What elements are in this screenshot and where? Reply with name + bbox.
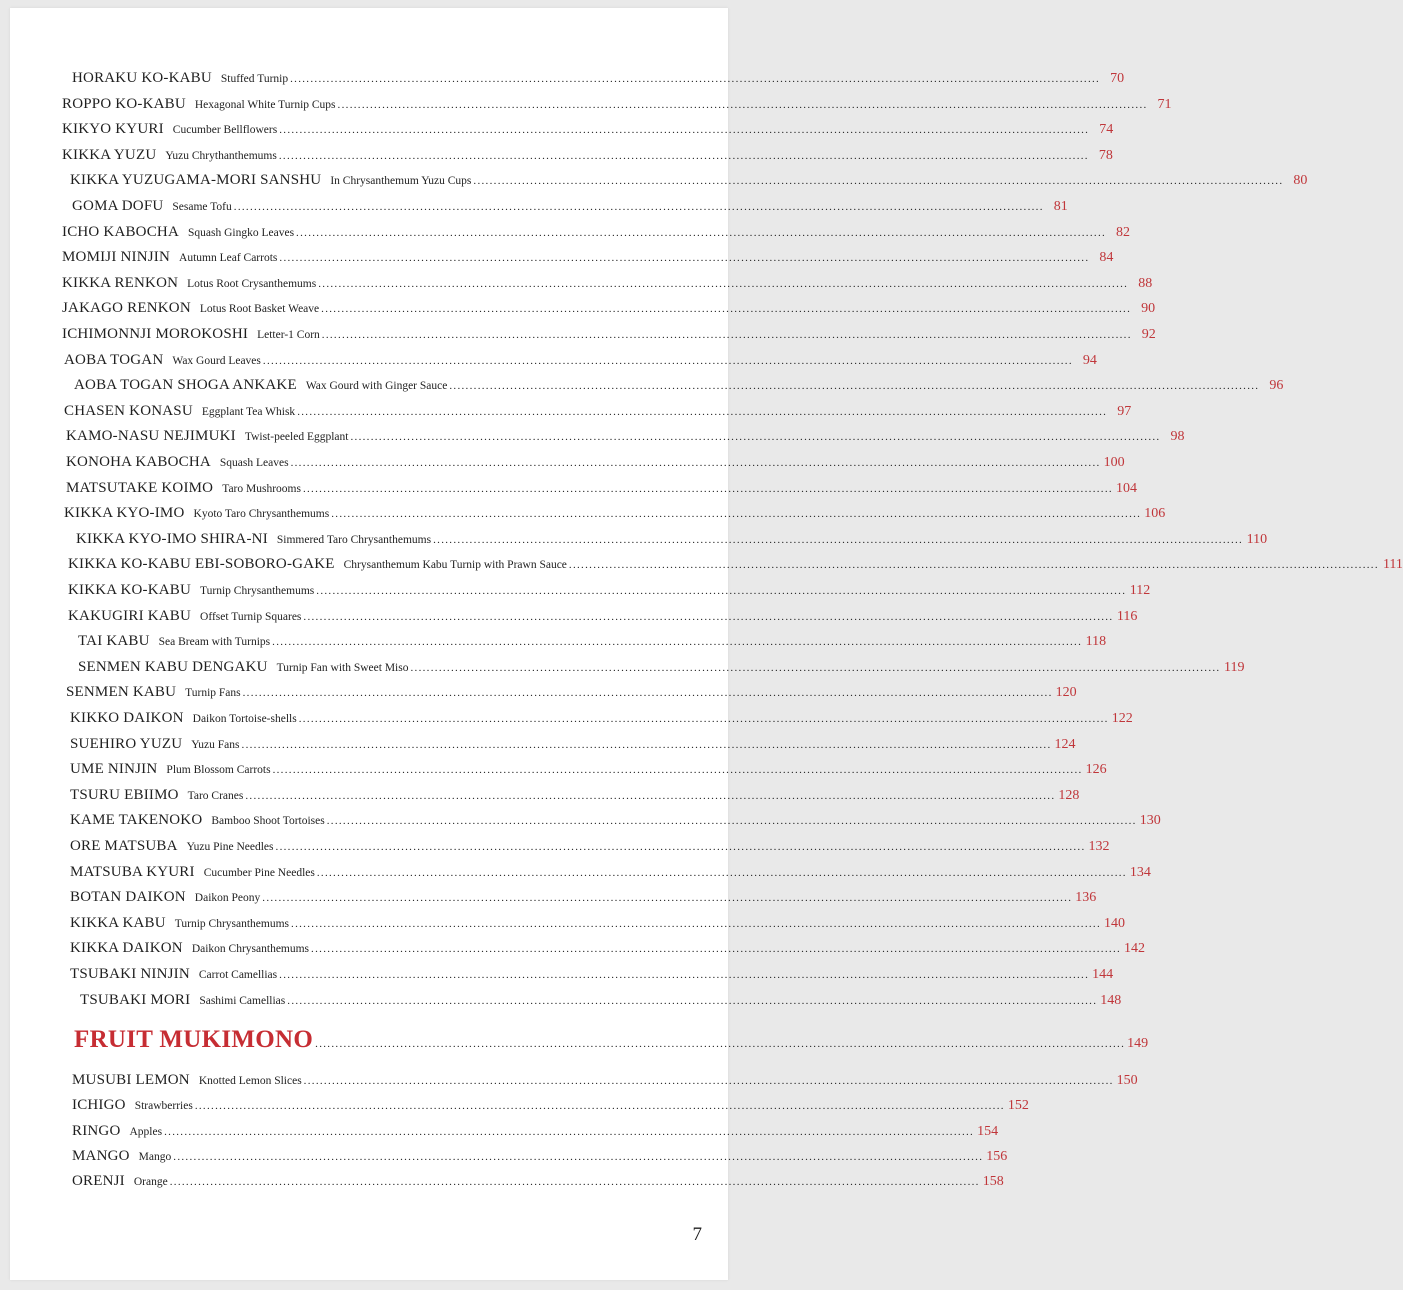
toc-entry-japanese-title: KIKKA KO-KABU <box>68 582 192 598</box>
toc-entry-english-title: Yuzu Pine Needles <box>186 841 274 853</box>
toc-entry <box>70 761 1107 778</box>
dot-leader: ........................................................................................................................................................................................................ <box>473 175 1284 188</box>
toc-entry-page-number: 124 <box>1054 736 1076 752</box>
toc-entry-page-number: 140 <box>1104 915 1126 931</box>
toc-entry <box>70 172 1308 189</box>
toc-entry <box>70 786 1080 804</box>
toc-entry-japanese-title: MANGO <box>72 1148 130 1164</box>
toc-entry-page-number: 119 <box>1224 659 1245 675</box>
toc-entry-page-number: 128 <box>1058 787 1080 803</box>
toc-entry-english-title: Squash Gingko Leaves <box>188 226 295 239</box>
dot-leader: ........................................................................................................................................................................................................ <box>318 277 1129 290</box>
dot-leader: ........................................................................................................................................................................................................ <box>568 559 1379 572</box>
toc-entry <box>70 940 1146 957</box>
toc-entry-japanese-title: KIKKA KO-KABU EBI-SOBORO-GAKE <box>68 556 335 573</box>
dot-leader: ........................................................................................................................................................................................................ <box>194 1100 1005 1112</box>
toc-entry <box>72 198 1068 215</box>
toc-entry-english-title: Cucumber Bellflowers <box>172 124 278 137</box>
toc-entry-english-title: Offset Turnip Squares <box>200 610 302 623</box>
toc-entry <box>68 582 1151 599</box>
toc-entry-japanese-title: KIKKA KYO-IMO <box>64 505 185 522</box>
dot-leader: ........................................................................................................................................................................................................ <box>241 738 1052 751</box>
toc-entry-page-number: 130 <box>1139 813 1161 829</box>
toc-entry-english-title: Squash Leaves <box>219 457 289 469</box>
book-page <box>10 8 1403 1280</box>
toc-entry-english-title: Autumn Leaf Carrots <box>179 252 278 265</box>
toc-entry-page-number: 81 <box>1053 199 1068 214</box>
toc-entry-japanese-title: SENMEN KABU DENGAKU <box>78 658 268 675</box>
toc-entry-japanese-title: UME NINJIN <box>70 761 158 778</box>
toc-entry-japanese-title: MUSUBI LEMON <box>72 1072 190 1088</box>
dot-leader: ........................................................................................................................................................................................................ <box>433 533 1244 546</box>
toc-entry-english-title: Wax Gourd Leaves <box>172 354 261 367</box>
toc-entry-english-title: Strawberries <box>134 1100 193 1112</box>
toc-entry-english-title: Hexagonal White Turnip Cups <box>194 98 336 111</box>
toc-entry-english-title: Twist-peeled Eggplant <box>244 431 349 444</box>
toc-entry-english-title: Turnip Fans <box>185 687 241 700</box>
toc-entry-english-title: Cucumber Pine Needles <box>203 866 315 879</box>
toc-entry-page-number: 118 <box>1085 634 1107 650</box>
toc-entry-page-number: 94 <box>1082 352 1097 368</box>
toc-entry-english-title: Wax Gourd with Ginger Sauce <box>305 380 448 393</box>
toc-entry-page-number: 82 <box>1116 224 1131 240</box>
toc-entry-page-number: 78 <box>1098 147 1113 163</box>
toc-entry <box>72 1097 1029 1114</box>
toc-entry-japanese-title: AOBA TOGAN SHOGA ANKAKE <box>74 377 297 394</box>
toc-entry-japanese-title: KIKKO DAIKON <box>70 710 184 726</box>
dot-leader: ........................................................................................................................................................................................................ <box>449 380 1260 393</box>
toc-entry-english-title: Lotus Root Basket Weave <box>199 303 320 316</box>
dot-leader: ........................................................................................................................................................................................................ <box>272 764 1083 777</box>
dot-leader: ........................................................................................................................................................................................................ <box>279 969 1090 981</box>
toc-entry-page-number: 142 <box>1124 941 1146 957</box>
toc-entry <box>62 121 1114 138</box>
dot-leader: ........................................................................................................................................................................................................ <box>311 943 1122 956</box>
toc-entry-japanese-title: JAKAGO RENKON <box>62 300 191 317</box>
toc-entry-japanese-title: MATSUTAKE KOIMO <box>66 479 214 496</box>
toc-entry-english-title: Carrot Camellias <box>198 969 278 981</box>
toc-entry <box>70 914 1126 932</box>
toc-entry-page-number: 90 <box>1141 301 1156 317</box>
toc-entry-page-number: 152 <box>1007 1098 1029 1113</box>
toc-entry-english-title: Bamboo Shoot Tortoises <box>211 815 325 828</box>
dot-leader: ........................................................................................................................................................................................................ <box>302 482 1113 495</box>
toc-entry <box>70 863 1151 881</box>
dot-leader: ........................................................................................................................................................................................................ <box>410 661 1221 674</box>
toc-entry-japanese-title: ORE MATSUBA <box>70 838 178 854</box>
dot-leader: ........................................................................................................................................................................................................ <box>233 201 1044 213</box>
toc-entry-page-number: 144 <box>1092 967 1114 982</box>
toc-entry-page-number: 122 <box>1111 711 1133 726</box>
toc-entry <box>62 223 1131 241</box>
toc-entry <box>68 556 1403 573</box>
toc-entry-japanese-title: ICHO KABOCHA <box>62 223 179 240</box>
toc-entry-page-number: 111 <box>1382 557 1403 573</box>
toc-entry-japanese-title: TAI KABU <box>78 633 150 650</box>
dot-leader: ........................................................................................................................................................................................................ <box>272 636 1083 649</box>
dot-leader: ........................................................................................................................................................................................................ <box>169 1176 980 1188</box>
dot-leader: ........................................................................................................................................................................................................ <box>245 789 1056 802</box>
toc-entry-japanese-title: KAKUGIRI KABU <box>68 607 192 624</box>
toc-entry-english-title: Taro Cranes <box>187 789 244 802</box>
toc-entry <box>72 1173 1004 1190</box>
dot-leader: ........................................................................................................................................................................................................ <box>275 841 1086 853</box>
dot-leader: ........................................................................................................................................................................................................ <box>287 994 1098 1007</box>
toc-entry-japanese-title: KAME TAKENOKO <box>70 812 203 829</box>
toc-entry-japanese-title: KIKKA YUZUGAMA-MORI SANSHU <box>70 172 322 189</box>
toc-entry-page-number: 88 <box>1138 275 1153 291</box>
table-of-contents <box>10 8 1403 1280</box>
toc-entry-japanese-title: ORENJI <box>72 1173 125 1189</box>
toc-entry-japanese-title: RINGO <box>72 1123 121 1139</box>
toc-entry-english-title: Knotted Lemon Slices <box>198 1075 302 1087</box>
toc-entry-page-number: 132 <box>1088 839 1110 854</box>
toc-entry-english-title: Turnip Chrysanthemums <box>174 917 290 930</box>
toc-entry-japanese-title: KIKYO KYURI <box>62 121 164 138</box>
dot-leader: ........................................................................................................................................................................................................ <box>242 687 1053 700</box>
toc-entry-page-number: 104 <box>1115 480 1137 496</box>
toc-entry-japanese-title: ROPPO KO-KABU <box>62 95 186 112</box>
toc-entry-page-number: 70 <box>1110 71 1125 86</box>
toc-entry-page-number: 84 <box>1099 250 1114 266</box>
dot-leader: ........................................................................................................................................................................................................ <box>331 508 1142 521</box>
toc-entry-english-title: Plum Blossom Carrots <box>166 764 271 777</box>
dot-leader: ........................................................................................................................................................................................................ <box>321 329 1132 341</box>
toc-entry-japanese-title: TSUBAKI MORI <box>80 991 191 1008</box>
toc-entry-english-title: Simmered Taro Chrysanthemums <box>276 533 432 546</box>
toc-entry <box>64 505 1166 522</box>
toc-entry-english-title: Letter-1 Corn <box>257 329 320 341</box>
toc-entry-page-number: 100 <box>1103 455 1125 470</box>
dot-leader: ........................................................................................................................................................................................................ <box>290 73 1101 85</box>
toc-entry <box>66 684 1077 701</box>
toc-entry-japanese-title: ICHIMONNJI MOROKOSHI <box>62 326 249 342</box>
toc-entry <box>62 300 1156 317</box>
dot-leader: ........................................................................................................................................................................................................ <box>303 1075 1114 1087</box>
page-folio-number: 7 <box>692 1224 702 1245</box>
toc-entry-japanese-title: KIKKA YUZU <box>62 146 157 163</box>
toc-entry <box>62 95 1172 113</box>
toc-entry-japanese-title: KIKKA DAIKON <box>70 940 183 957</box>
dot-leader: ........................................................................................................................................................................................................ <box>316 585 1127 597</box>
section-page-number: 149 <box>1127 1036 1149 1051</box>
toc-entry-japanese-title: MOMIJI NINJIN <box>62 249 171 266</box>
toc-entry-page-number: 150 <box>1116 1073 1138 1088</box>
toc-entry-page-number: 148 <box>1100 992 1122 1008</box>
toc-entry-japanese-title: TSURU EBIIMO <box>70 786 179 803</box>
toc-entry-japanese-title: ICHIGO <box>72 1097 126 1113</box>
toc-entry-page-number: 112 <box>1129 583 1151 598</box>
dot-leader: ........................................................................................................................................................................................................ <box>298 713 1109 725</box>
toc-entry-japanese-title: KONOHA KABOCHA <box>66 454 211 470</box>
toc-entry <box>62 249 1114 266</box>
dot-leader: ........................................................................................................................................................................................................ <box>337 98 1148 111</box>
toc-entry <box>66 454 1125 471</box>
dot-leader: ........................................................................................................................................................................................................ <box>262 354 1073 367</box>
toc-entry-page-number: 71 <box>1157 96 1172 112</box>
dot-leader: ........................................................................................................................................................................................................ <box>290 457 1101 469</box>
toc-entry-japanese-title: SUEHIRO YUZU <box>70 735 183 752</box>
dot-leader: ........................................................................................................................................................................................................ <box>164 1126 975 1138</box>
toc-entry-english-title: Sashimi Camellias <box>199 994 286 1007</box>
toc-entry-page-number: 74 <box>1099 122 1114 138</box>
toc-entry <box>68 607 1138 625</box>
toc-entry <box>62 326 1156 343</box>
dot-leader: ........................................................................................................................................................................................................ <box>279 252 1090 265</box>
toc-entry-english-title: Chrysanthemum Kabu Turnip with Prawn Sauce <box>343 559 567 572</box>
dot-leader: ........................................................................................................................................................................................................ <box>303 610 1114 623</box>
toc-entry-page-number: 116 <box>1116 608 1138 624</box>
toc-entry-page-number: 96 <box>1269 378 1284 394</box>
toc-entry-english-title: Yuzu Chrythanthemums <box>165 149 277 162</box>
dot-leader: ........................................................................................................................................................................................................ <box>278 149 1089 162</box>
toc-entry <box>80 991 1122 1009</box>
toc-entry-japanese-title: GOMA DOFU <box>72 198 164 214</box>
dot-leader: ........................................................................................................................................................................................................ <box>296 226 1107 239</box>
toc-entry-japanese-title: AOBA TOGAN <box>64 351 164 368</box>
toc-entry-page-number: 97 <box>1117 403 1132 419</box>
toc-entry <box>62 274 1153 292</box>
toc-entry-japanese-title: HORAKU KO-KABU <box>72 70 212 86</box>
toc-entry-english-title: In Chrysanthemum Yuzu Cups <box>330 175 472 188</box>
toc-entry-page-number: 136 <box>1075 890 1097 906</box>
toc-entry-english-title: Taro Mushrooms <box>222 482 301 495</box>
toc-entry <box>62 146 1113 164</box>
section-heading-row <box>74 1026 1149 1054</box>
toc-entry <box>74 377 1284 394</box>
toc-entry-page-number: 120 <box>1055 685 1077 701</box>
toc-entry <box>66 479 1137 497</box>
toc-entry-page-number: 92 <box>1141 327 1156 342</box>
toc-entry-japanese-title: SENMEN KABU <box>66 684 177 701</box>
toc-entry-japanese-title: KIKKA RENKON <box>62 274 179 291</box>
toc-entry-page-number: 126 <box>1085 762 1107 778</box>
toc-entry <box>64 351 1097 369</box>
toc-entry <box>64 402 1132 420</box>
toc-entry <box>70 838 1110 855</box>
dot-leader: ........................................................................................................................................................................................................ <box>173 1151 984 1163</box>
toc-entry-english-title: Yuzu Fans <box>191 738 240 751</box>
dot-leader: ........................................................................................................................................................................................................ <box>316 866 1127 879</box>
toc-entry-japanese-title: BOTAN DAIKON <box>70 889 186 906</box>
toc-entry-english-title: Kyoto Taro Chrysanthemums <box>193 508 330 521</box>
toc-entry-english-title: Eggplant Tea Whisk <box>201 405 296 418</box>
toc-entry-english-title: Sea Bream with Turnips <box>158 636 271 649</box>
toc-entry <box>72 1072 1138 1089</box>
toc-entry <box>78 658 1245 676</box>
toc-entry <box>72 1123 999 1140</box>
toc-entry-japanese-title: KAMO-NASU NEJIMUKI <box>66 428 236 445</box>
dot-leader: ........................................................................................................................................................................................................ <box>321 303 1132 316</box>
section-title: FRUIT MUKIMONO <box>74 1026 314 1053</box>
toc-entry-page-number: 98 <box>1170 429 1185 445</box>
dot-leader: ........................................................................................................................................................................................................ <box>262 892 1073 905</box>
toc-entry-english-title: Daikon Peony <box>194 892 261 905</box>
toc-entry <box>70 812 1161 829</box>
toc-entry-english-title: Turnip Fan with Sweet Miso <box>276 661 409 674</box>
toc-entry-english-title: Daikon Chrysanthemums <box>191 943 310 956</box>
toc-entry-japanese-title: CHASEN KONASU <box>64 402 193 419</box>
toc-entry-japanese-title: TSUBAKI NINJIN <box>70 966 190 982</box>
toc-entry-english-title: Orange <box>133 1176 168 1188</box>
toc-entry-page-number: 80 <box>1293 173 1308 189</box>
toc-entry <box>76 530 1268 548</box>
toc-entry <box>70 966 1114 983</box>
toc-entry-japanese-title: MATSUBA KYURI <box>70 863 195 880</box>
toc-entry-page-number: 134 <box>1129 864 1151 880</box>
toc-entry-page-number: 156 <box>986 1149 1008 1164</box>
toc-entry-japanese-title: KIKKA KABU <box>70 914 166 931</box>
toc-entry-page-number: 158 <box>982 1174 1004 1189</box>
toc-entry-english-title: Apples <box>129 1126 163 1138</box>
dot-leader: ........................................................................................................................................................................................................ <box>350 431 1161 444</box>
toc-entry-page-number: 110 <box>1246 531 1268 547</box>
dot-leader: ........................................................................................................................................................................................................ <box>326 815 1137 828</box>
toc-entry-page-number: 106 <box>1144 506 1166 522</box>
toc-entry-japanese-title: KIKKA KYO-IMO SHIRA-NI <box>76 530 268 547</box>
toc-entry-english-title: Turnip Chrysanthemums <box>200 585 315 597</box>
toc-entry <box>66 428 1185 445</box>
toc-entry <box>72 70 1125 87</box>
toc-entry-english-title: Lotus Root Crysanthemums <box>187 277 317 290</box>
toc-entry <box>72 1148 1008 1165</box>
dot-leader: ........................................................................................................................................................................................................ <box>297 405 1108 418</box>
toc-entry <box>78 633 1107 650</box>
toc-entry <box>70 889 1097 906</box>
toc-entry <box>70 735 1076 753</box>
toc-entry-english-title: Stuffed Turnip <box>220 73 289 85</box>
toc-entry-page-number: 154 <box>977 1124 999 1139</box>
dot-leader: ........................................................................................................................................................................................................ <box>315 1038 1126 1050</box>
toc-entry-english-title: Daikon Tortoise-shells <box>192 713 297 725</box>
dot-leader: ........................................................................................................................................................................................................ <box>279 124 1090 137</box>
toc-entry <box>70 710 1133 727</box>
dot-leader: ........................................................................................................................................................................................................ <box>291 917 1102 930</box>
toc-entry-english-title: Sesame Tofu <box>172 201 232 213</box>
toc-entry-english-title: Mango <box>138 1151 172 1163</box>
